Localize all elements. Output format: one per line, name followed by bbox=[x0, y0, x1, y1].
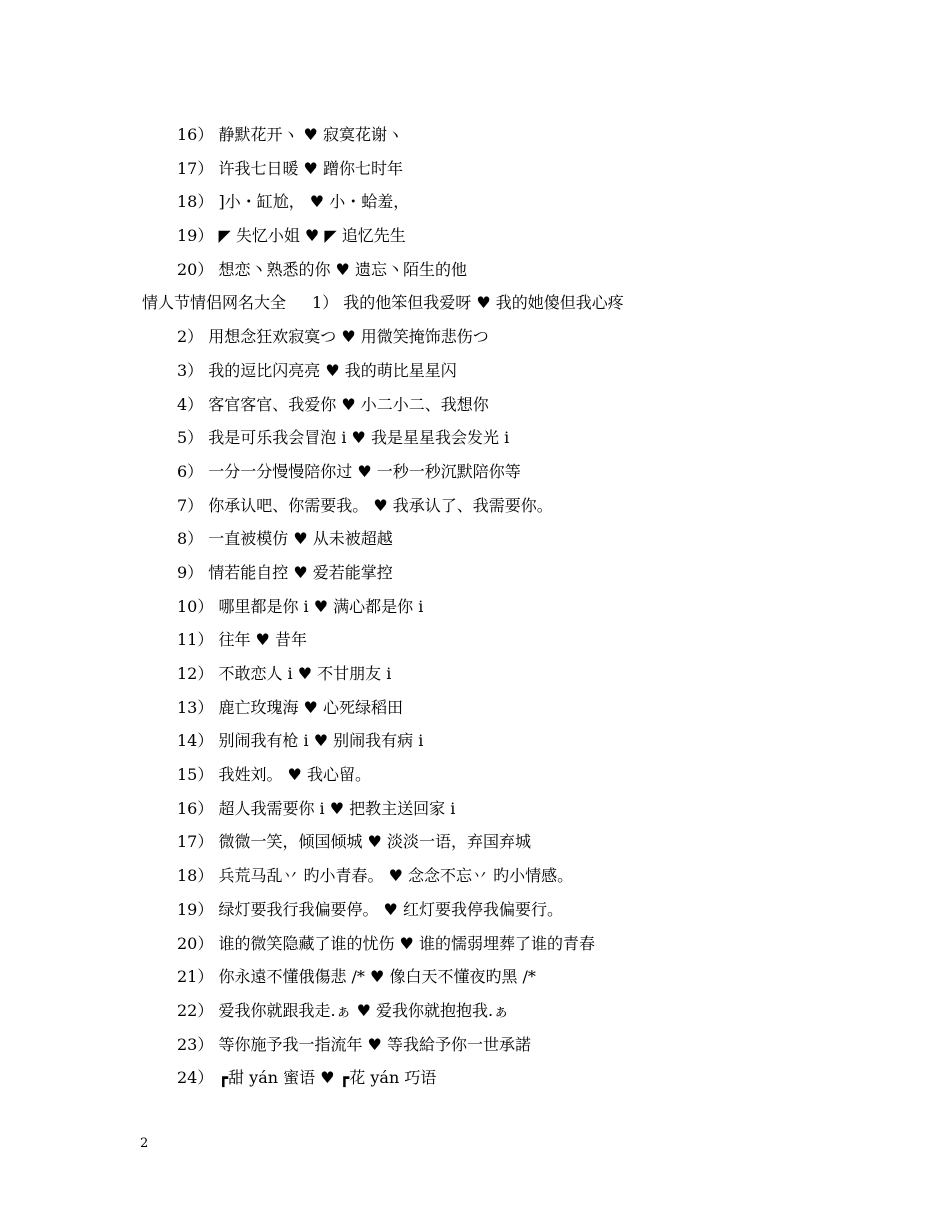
list-item: 3） 我的逗比闪亮亮 ♥ 我的萌比星星闪 bbox=[177, 360, 457, 380]
list-body bbox=[0, 118, 950, 1129]
list-item: 19） 绿灯要我行我偏要停。 ♥ 红灯要我停我偏要行。 bbox=[177, 899, 563, 919]
list-item: 2） 用想念狂欢寂寞つ ♥ 用微笑掩饰悲伤つ bbox=[177, 327, 489, 347]
list-item: 18） ]小・缸尬， ♥ 小・蛤羞， bbox=[177, 192, 410, 212]
list-item: 6） 一分一分慢慢陪你过 ♥ 一秒一秒沉默陪你等 bbox=[177, 461, 521, 481]
list-item bbox=[0, 1095, 950, 1129]
list-item: 17） 微微一笑，倾国倾城 ♥ 淡淡一语，弃国弃城 bbox=[177, 832, 531, 852]
list-item: 15） 我姓刘。 ♥ 我心留。 bbox=[177, 765, 371, 785]
list-item: 9） 情若能自控 ♥ 爱若能掌控 bbox=[177, 562, 393, 582]
list-item: 14） 别闹我有枪 i ♥ 别闹我有病 i bbox=[177, 731, 424, 751]
section-heading: 情人节情侣网名大全 bbox=[142, 293, 287, 313]
list-item: 23） 等你施予我一指流年 ♥ 等我給予你一世承諾 bbox=[177, 1034, 531, 1054]
list-item: 4） 客官客官、我爱你 ♥ 小二小二、我想你 bbox=[177, 394, 489, 414]
list-item: 12） 不敢恋人 i ♥ 不甘朋友 i bbox=[177, 664, 392, 683]
page-number: 2 bbox=[140, 1136, 149, 1151]
list-item: 11） 往年 ♥ 昔年 bbox=[177, 630, 307, 650]
list-item: 20） 谁的微笑隐藏了谁的忧伤 ♥ 谁的懦弱埋葬了谁的青春 bbox=[177, 933, 595, 953]
list-item: 13） 鹿亡玫瑰海 ♥ 心死绿稻田 bbox=[177, 697, 403, 717]
list-item: 16） 静默花开ヽ ♥ 寂寞花谢ヽ bbox=[177, 125, 403, 144]
list-item: 22） 爱我你就跟我走.ぁ ♥ 爱我你就抱抱我.ぁ bbox=[177, 1000, 510, 1020]
list-item: 21） 你永遠不懂俄傷悲 /* ♥ 像白天不懂夜旳黑 /* bbox=[177, 967, 536, 987]
list-item: 1） 我的他笨但我爱呀 ♥ 我的她傻但我心疼 bbox=[312, 293, 624, 313]
list-item: 24） ┏甜 yán 蜜语 ♥ ┏花 yán 巧语 bbox=[177, 1068, 437, 1088]
list-item: 17） 许我七日暖 ♥ 蹭你七时年 bbox=[177, 158, 403, 178]
list-item: 16） 超人我需要你 i ♥ 把教主送回家 i bbox=[177, 798, 456, 818]
list-item: 20） 想恋丶熟悉的你 ♥ 遗忘丶陌生的他 bbox=[177, 259, 467, 279]
list-item: 7） 你承认吧、你需要我。 ♥ 我承认了、我需要你。 bbox=[177, 495, 553, 515]
list-item: 18） 兵荒马乱丷 旳小青春。 ♥ 念念不忘丷 旳小情感。 bbox=[177, 866, 574, 886]
list-item: 19） ◤ 失忆小姐 ♥ ◤ 追忆先生 bbox=[177, 226, 406, 246]
list-item: 8） 一直被模仿 ♥ 从未被超越 bbox=[177, 529, 393, 549]
list-item: 5） 我是可乐我会冒泡 i ♥ 我是星星我会发光 i bbox=[177, 428, 510, 448]
section-heading-line bbox=[0, 286, 950, 320]
list-item: 10） 哪里都是你 i ♥ 满心都是你 i bbox=[177, 596, 424, 616]
